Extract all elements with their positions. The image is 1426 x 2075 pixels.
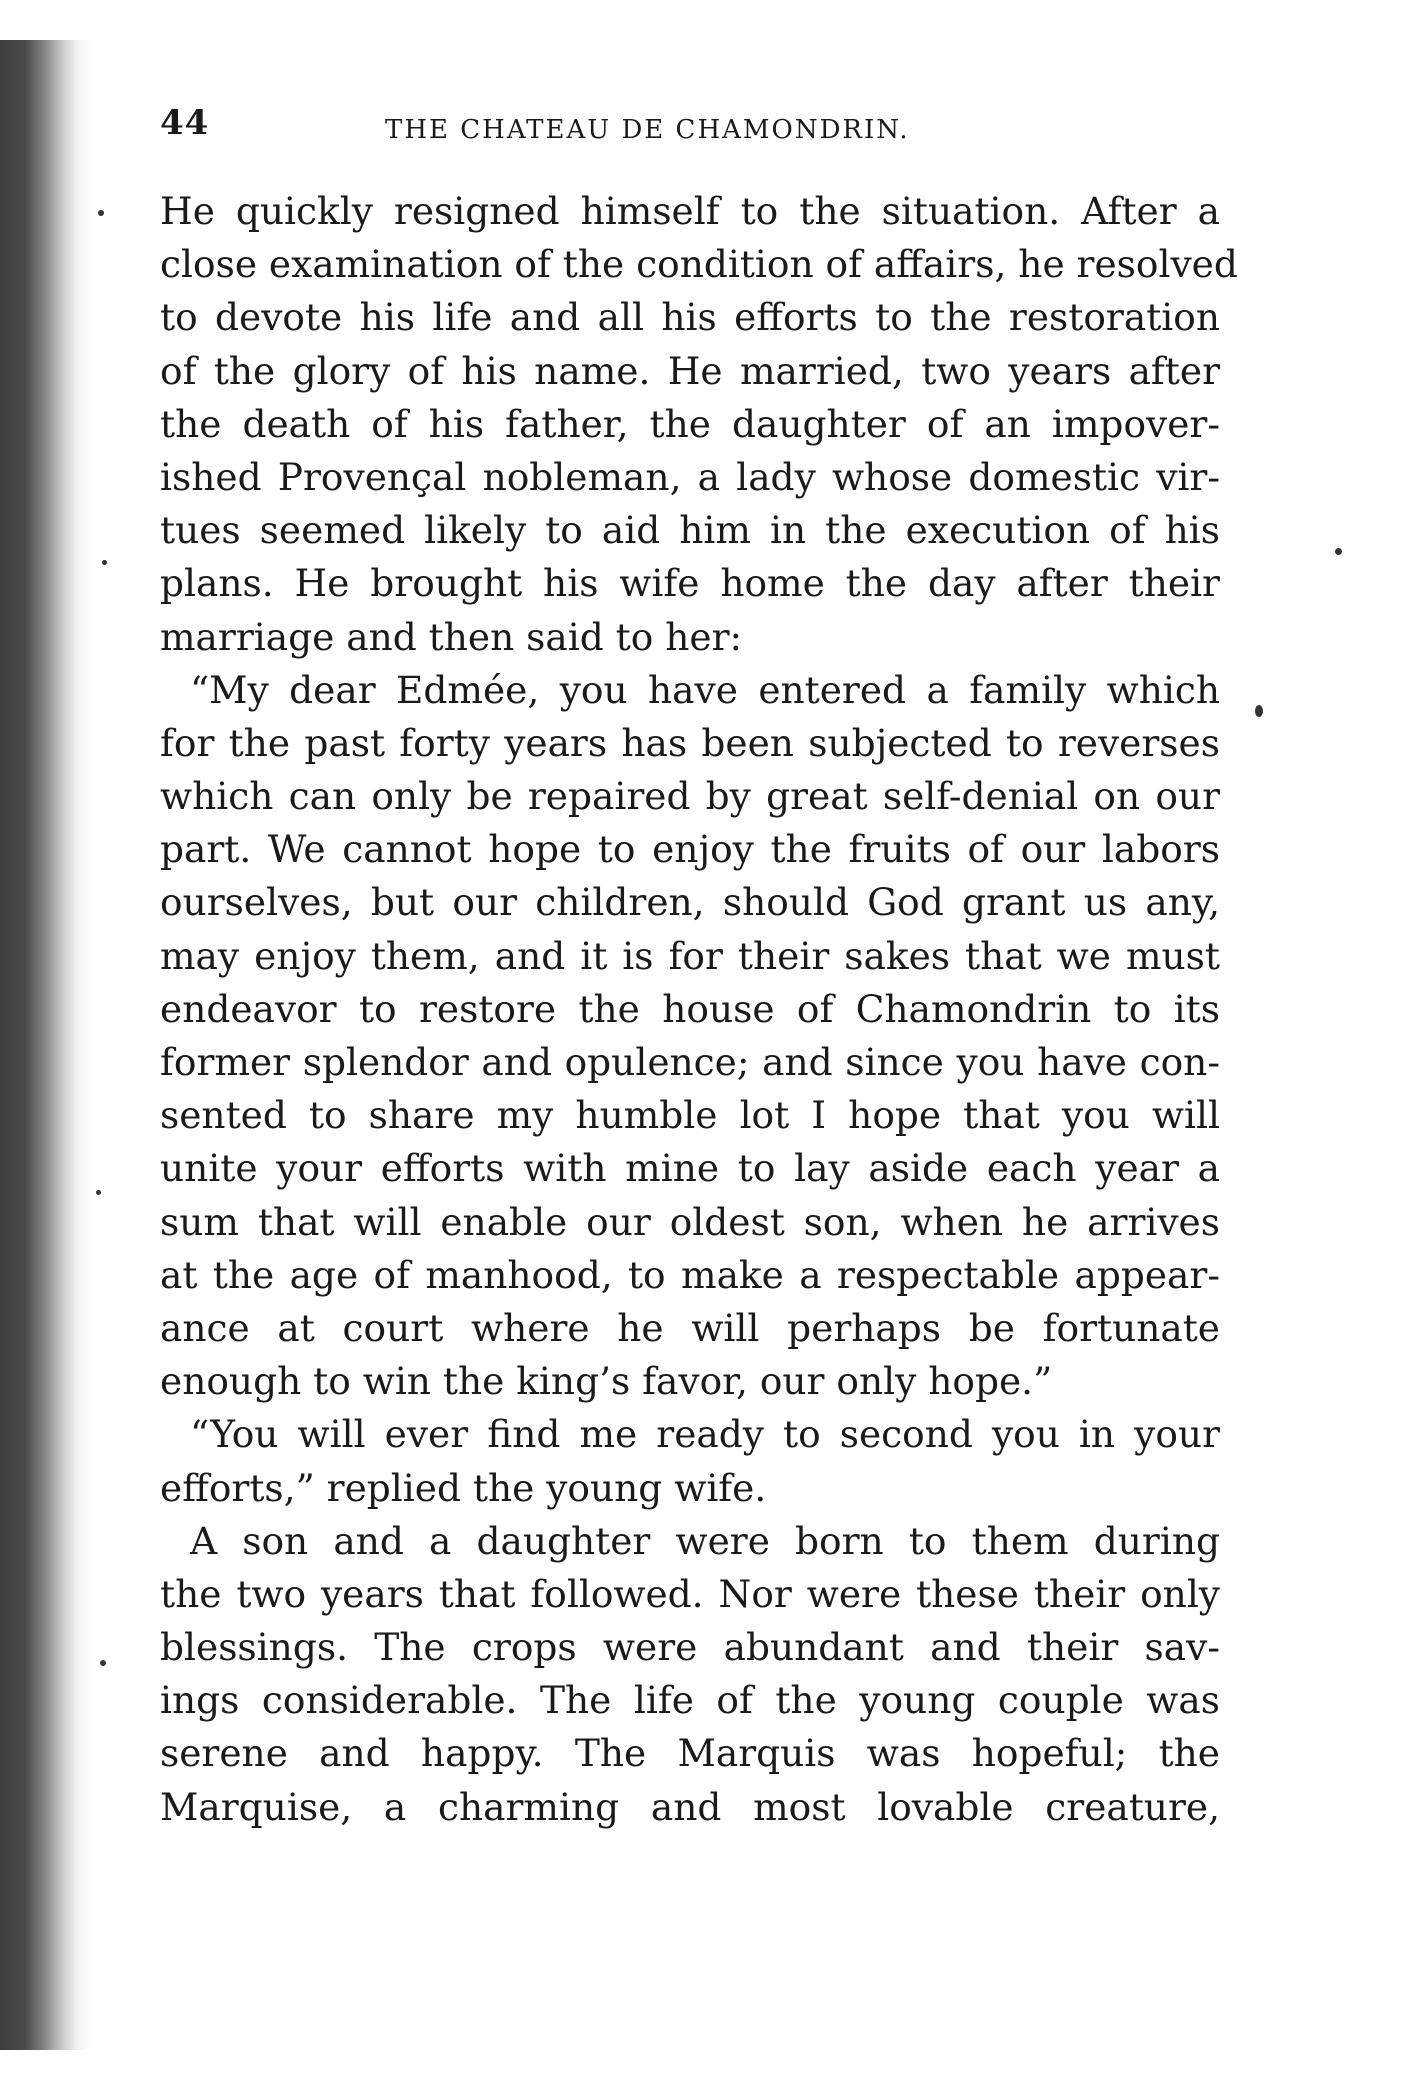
binding-speck (100, 1660, 106, 1666)
page-number: 44 (160, 103, 210, 143)
text-line: may enjoy them, and it is for their sakes that we must (160, 933, 1220, 978)
text-line: the death of his father, the daughter of an impover- (160, 401, 1220, 446)
text-line: former splendor and opulence; and since you have con- (160, 1040, 1220, 1084)
text-line: part. We cannot hope to enjoy the fruits of our labors (160, 827, 1220, 872)
text-line: close examination of the condition of affairs, he resolved (160, 242, 1238, 287)
running-title: THE CHATEAU DE CHAMONDRIN. (385, 115, 910, 145)
text-line: endeavor to restore the house of Chamondrin to its (160, 986, 1220, 1031)
text-line: which can only be repaired by great self-denial on our (160, 774, 1220, 819)
text-line: A son and a daughter were born to them during (190, 1518, 1220, 1563)
text-line: of the glory of his name. He married, two years after (160, 348, 1220, 393)
text-line: to devote his life and all his efforts to the restoration (160, 295, 1220, 340)
binding-speck (96, 1190, 101, 1195)
text-line: tues seemed likely to aid him in the execution of his (160, 508, 1220, 553)
text-line: ance at court where he will perhaps be fortunate (160, 1305, 1220, 1350)
binding-speck (102, 560, 107, 565)
text-line: sum that will enable our oldest son, when he arrives (160, 1199, 1220, 1244)
binding-edge-shadow (0, 40, 90, 2050)
text-line: at the age of manhood, to make a respectable appear- (160, 1252, 1220, 1297)
text-line: ings considerable. The life of the young couple was (160, 1678, 1220, 1723)
text-line: for the past forty years has been subjected to reverses (160, 720, 1220, 765)
page-header (160, 95, 1220, 155)
text-line: He quickly resigned himself to the situation. After a (160, 189, 1220, 233)
text-line: marriage and then said to her: (160, 614, 743, 659)
book-page (160, 95, 1238, 1834)
binding-speck (98, 210, 104, 216)
text-line: sented to share my humble lot I hope that you will (160, 1093, 1220, 1138)
text-line: serene and happy. The Marquis was hopeful; the (160, 1731, 1220, 1776)
body-text (160, 185, 1238, 1834)
binding-speck (1255, 705, 1263, 717)
text-line: unite your efforts with mine to lay aside each year a (160, 1146, 1220, 1191)
text-line: the two years that followed. Nor were these their only (160, 1571, 1220, 1616)
binding-speck (1335, 548, 1342, 555)
text-line: blessings. The crops were abundant and their sav- (160, 1625, 1220, 1670)
text-line: “You will ever find me ready to second you in your (190, 1412, 1220, 1457)
text-line: ished Provençal nobleman, a lady whose domestic vir- (160, 454, 1220, 499)
text-line: ourselves, but our children, should God grant us any, (160, 880, 1220, 925)
text-line: Marquise, a charming and most lovable creature, (160, 1784, 1220, 1829)
text-line: “My dear Edmée, you have entered a family which (190, 667, 1220, 712)
text-line: plans. He brought his wife home the day after their (160, 561, 1220, 606)
text-line: efforts,” replied the young wife. (160, 1465, 767, 1510)
text-line: enough to win the king’s favor, our only hope.” (160, 1359, 1053, 1404)
